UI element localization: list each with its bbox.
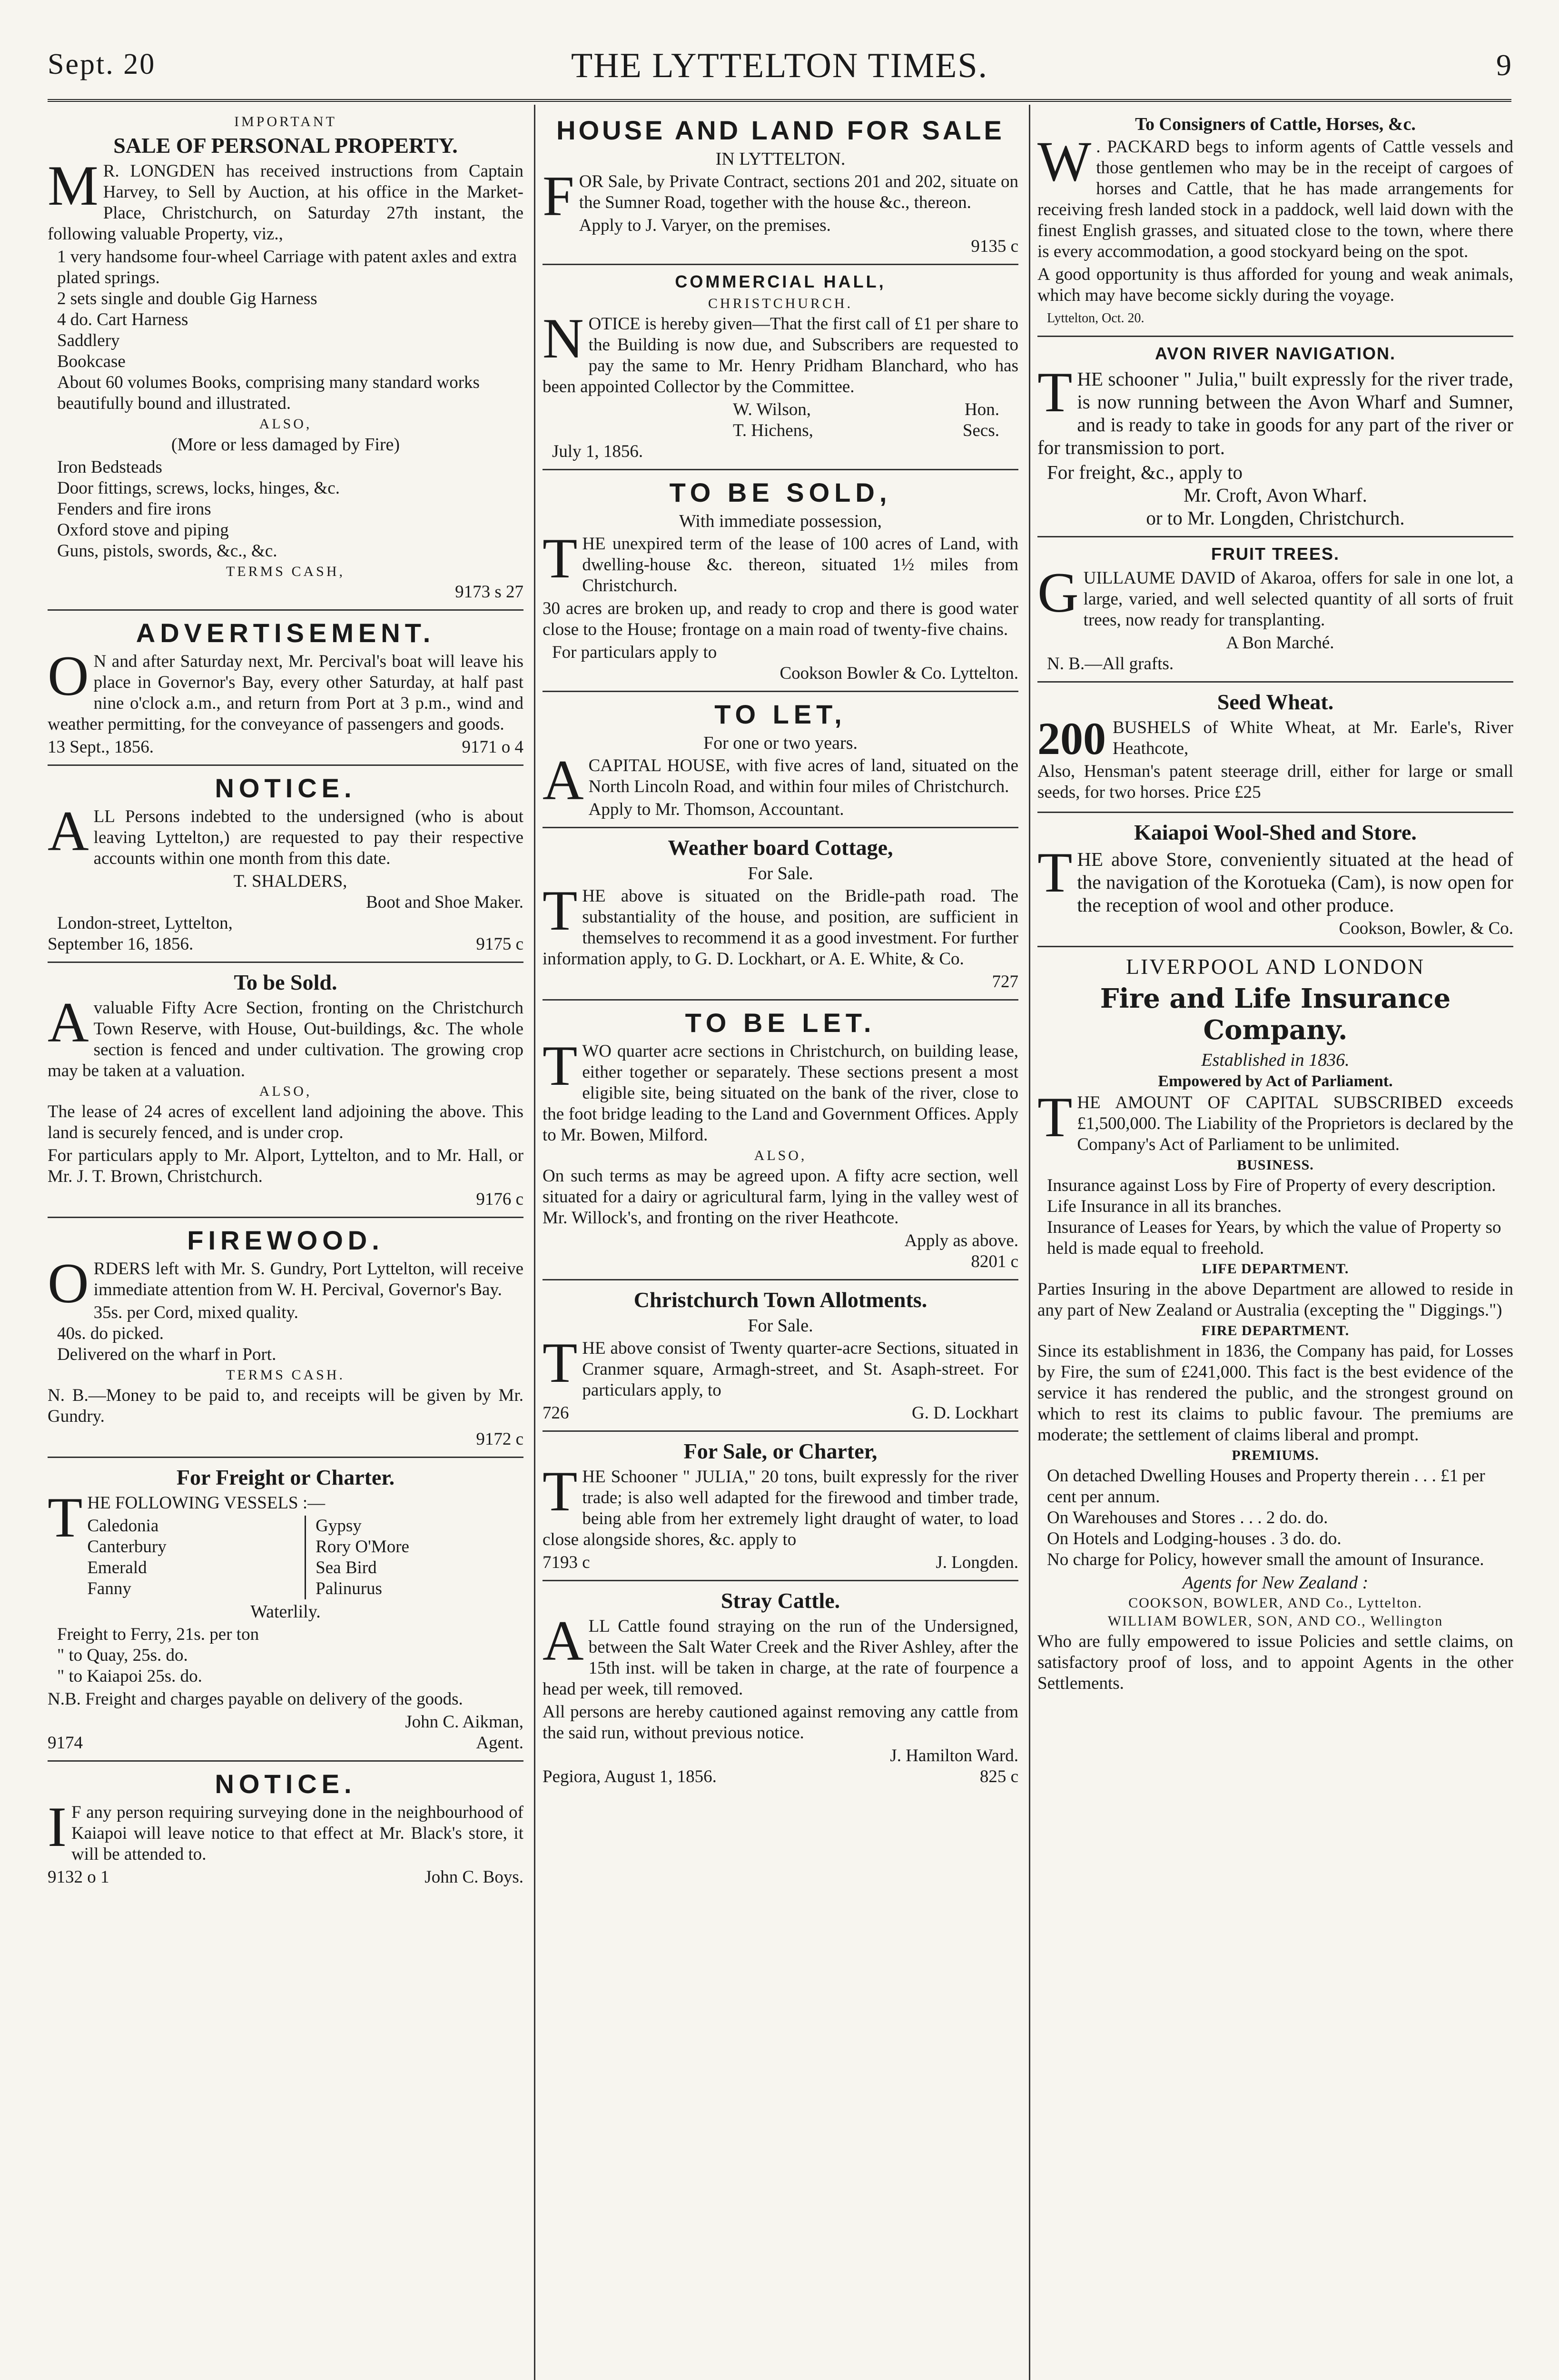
premium-line: On Hotels and Lodging-houses . 3 do. do. (1047, 1529, 1342, 1548)
list-item: Door fittings, screws, locks, hinges, &c. (57, 478, 340, 498)
ad-title: TO BE SOLD, (669, 477, 892, 507)
signature: Cookson, Bowler, & Co. (1339, 919, 1513, 938)
ad-seed-wheat (1037, 689, 1513, 813)
vessel-name: Emerald (87, 1558, 147, 1577)
ad-stray-cattle (543, 1588, 1018, 1794)
drop-cap: M (48, 154, 99, 217)
ad-body: THE AMOUNT OF CAPITAL SUBSCRIBED exceeds £1,500,000. The Liability of the Proprietors is declared by the Company's Act of Parliament to be unlimited. (1037, 1085, 1513, 1154)
signature: J. Hamilton Ward. (890, 1746, 1018, 1765)
ad-title: Kaiapoi Wool-Shed and Store. (1134, 820, 1417, 844)
drop-cap: N (543, 307, 584, 370)
vessel-name: Sea Bird (316, 1558, 377, 1577)
signature: A Bon Marché. (1226, 633, 1334, 653)
ad-ref: 727 (992, 972, 1018, 992)
ad-title: For Freight or Charter. (176, 1465, 395, 1489)
ad-body: THE schooner " Julia," built expressly for the river trade, is now running between the Avon Wharf and Sumner, and is ready to take in goods for any part of the river or for transmission to port. (1037, 360, 1513, 458)
ad-firewood (48, 1225, 523, 1458)
section-heading: LIFE DEPARTMENT. (1202, 1261, 1349, 1277)
ad-title: Seed Wheat. (1217, 690, 1334, 714)
ad-title: TO BE LET. (685, 1008, 876, 1038)
list-item: 4 do. Cart Harness (57, 310, 188, 329)
ad-body: Since its establishment in 1836, the Company has paid, for Losses by Fire, the sum of £241,000. This fact is the best evidence of the service it has rendered the public, and the strongest ground on which to rest its claims to public favour. The premiums are moderate; the settlement of claims liberal and prompt. (1037, 1341, 1513, 1445)
rate-line: " to Quay, 25s. do. (57, 1646, 188, 1665)
ad-note: N. B.—All grafts. (1047, 654, 1174, 674)
column-1 (48, 112, 523, 2380)
agent: WILLIAM BOWLER, SON, AND CO., Wellington (1107, 1613, 1443, 1629)
drop-cap: F (543, 164, 574, 228)
ad-packard-cattle (1037, 114, 1513, 337)
ad-body: A good opportunity is thus afforded for young and weak animals, which may have become sickly during the voyage. (1037, 265, 1513, 305)
ad-title: For Sale, or Charter, (683, 1439, 878, 1463)
ad-body: THE above is situated on the Bridle-path road. The substantiality of the house, and position, are sufficient in themselves to recommend it as a good investment. For further information apply, to G. D. Lockhart, or A. E. White, & Co. (543, 879, 1018, 969)
apply-line: For particulars apply to (552, 643, 717, 662)
ad-body: N. B.—Money to be paid to, and receipts will be given by Mr. Gundry. (48, 1386, 523, 1426)
drop-cap: I (48, 1795, 67, 1858)
drop-cap: T (48, 1486, 83, 1549)
ad-footer: Pegiora, August 1, 1856. 825 c (543, 1767, 1018, 1786)
vessel-name: Canterbury (87, 1537, 167, 1557)
ad-body: ALL Persons indebted to the undersigned (who is about leaving Lyttelton,) are requested to pay their respective accounts within one month from this date. (48, 799, 523, 868)
ad-subtitle: For one or two years. (703, 733, 858, 753)
page-header (48, 48, 1511, 90)
apply-line: Apply to J. Varyer, on the premises. (579, 216, 831, 235)
list-item: Saddlery (57, 331, 120, 350)
list-item: Oxford stove and piping (57, 520, 229, 540)
masthead: THE LYTTELTON TIMES. (571, 46, 988, 85)
drop-cap: T (543, 1034, 578, 1097)
ad-body: THE Schooner " JULIA," 20 tons, built expressly for the river trade; is also well adapted for the firewood and timber trade, being able from her extremely light draught of water, to load close alongside shores, &c. apply to (543, 1459, 1018, 1549)
agent: Cookson Bowler & Co. Lyttelton. (780, 664, 1018, 683)
drop-cap: A (543, 748, 584, 812)
ad-subtitle: IN LYTTELTON. (715, 149, 846, 169)
ad-title: HOUSE AND LAND FOR SALE (556, 115, 1005, 145)
vessel-list (87, 1516, 523, 1599)
ad-title: AVON RIVER NAVIGATION. (1154, 344, 1396, 363)
drop-cap: O (48, 1251, 89, 1315)
ad-title: LIVERPOOL AND LONDON (1125, 954, 1425, 979)
drop-cap: G (1037, 561, 1079, 624)
ad-ref: 9135 c (971, 237, 1018, 256)
ad-body: All persons are hereby cautioned against removing any cattle from the said run, without previous notice. (543, 1702, 1018, 1743)
list-item: Guns, pistols, swords, &c., &c. (57, 541, 277, 561)
apply-line: For freight, &c., apply to (1047, 461, 1243, 483)
ad-body: NOTICE is hereby given—That the first call of £1 per share to the Building is now due, and Subscribers are requested to pay the same to Mr. Henry Pridham Blanchard, who has been appointed Collector by the Committee. (543, 307, 1018, 397)
ad-title: SALE OF PERSONAL PROPERTY. (113, 133, 458, 158)
drop-cap: T (1037, 841, 1073, 904)
ad-footer: 13 Sept., 1856. 9171 o 4 (48, 737, 523, 757)
ad-kicker: To Consigners of Cattle, Horses, &c. (1135, 114, 1416, 134)
ad-body: THE unexpired term of the lease of 100 acres of Land, with dwelling-house &c. thereon, situated 1½ miles from Christchurch. (543, 526, 1018, 595)
vessel-name: Gypsy (316, 1516, 362, 1536)
ad-body: THE above consist of Twenty quarter-acre Sections, situated in Cranmer square, Armagh-street, and St. Asaph-street. For particulars apply, to (543, 1331, 1018, 1400)
ad-body: GUILLAUME DAVID of Akaroa, offers for sale in one lot, a large, varied, and well selected quantity of all sorts of fruit trees, now ready for transplanting. (1037, 561, 1513, 630)
established: Established in 1836. (1201, 1050, 1350, 1070)
price-line: 40s. do picked. (57, 1324, 164, 1343)
drop-cap: T (1037, 1085, 1073, 1149)
vessel-name: Rory O'More (316, 1537, 409, 1557)
ad-weatherboard-cottage (543, 835, 1018, 1001)
ad-title: NOTICE. (215, 1769, 356, 1799)
ad-ref: 9176 c (476, 1190, 523, 1209)
premium-line: On Warehouses and Stores . . . 2 do. do. (1047, 1508, 1328, 1527)
ad-subtitle: For Sale. (748, 1316, 813, 1336)
list-item: Insurance of Leases for Years, by which the value of Property so held is made equal to freehold. (1047, 1218, 1501, 1258)
list-item: 1 very handsome four-wheel Carriage with patent axles and extra plated springs. (57, 247, 517, 288)
ad-kaiapoi-store (1037, 820, 1513, 947)
signature: John C. Aikman, (405, 1712, 523, 1732)
ad-title: Christchurch Town Allotments. (633, 1288, 928, 1312)
ad-date: July 1, 1856. (552, 442, 643, 461)
also-label: ALSO, (754, 1148, 807, 1163)
column-divider (1029, 105, 1030, 2380)
drop-cap: T (543, 1459, 578, 1523)
terms-label: TERMS CASH. (226, 1367, 345, 1383)
drop-cap: A (48, 991, 89, 1054)
ad-footer: 7193 c J. Longden. (543, 1553, 1018, 1572)
rate-line: " to Kaiapoi 25s. do. (57, 1666, 202, 1686)
ad-ref: 8201 c (971, 1252, 1018, 1271)
ad-body: I F any person requiring surveying done in the neighbourhood of Kaiapoi will leave notice to that effect at Mr. Black's store, it will be attended to. (48, 1795, 523, 1864)
ad-body: M R. LONGDEN has received instructions from Captain Harvey, to Sell by Auction, at his office in the Market-Place, Christchurch, on Saturday 27th instant, the following valuable Property, viz., (48, 154, 523, 244)
ad-title: ADVERTISEMENT. (136, 618, 435, 648)
vessel-name: Waterlily. (250, 1602, 321, 1622)
ad-title: FRUIT TREES. (1211, 544, 1340, 564)
ad-to-be-sold-section (48, 970, 523, 1218)
ad-advertisement-boat (48, 617, 523, 766)
ad-body: N.B. Freight and charges payable on delivery of the goods. (48, 1689, 463, 1709)
ad-title: Weather board Cottage, (668, 835, 893, 860)
ad-body: ACAPITAL HOUSE, with five acres of land, situated on the North Lincoln Road, and within four miles of Christchurch. (543, 748, 1018, 812)
ad-body: FOR Sale, by Private Contract, sections 201 and 202, situate on the Sumner Road, together with the house &c., thereon. (543, 164, 1018, 228)
ad-body: THE above Store, conveniently situated at the head of the navigation of the Korotueka (Cam), is now open for the reception of wool and other produce. (1037, 841, 1513, 916)
terms-label: TERMS CASH, (226, 564, 345, 579)
ad-body: ALL Cattle found straying on the run of the Undersigned, between the Salt Water Creek and the River Ashley, after the 15th inst. will be taken in charge, at the rate of fourpence a head per week, till removed. (543, 1609, 1018, 1699)
list-item: About 60 volumes Books, comprising many standard works beautifully bound and illustrated. (57, 373, 480, 413)
ad-body: Avaluable Fifty Acre Section, fronting on the Christchurch Town Reserve, with House, Out-buildings, &c. The whole section is fenced and under cultivation. The growing crop may be taken at a valuation. (48, 991, 523, 1081)
trade: Boot and Shoe Maker. (366, 892, 523, 912)
ad-footer: September 16, 1856. 9175 c (48, 934, 523, 954)
drop-cap: T (543, 1331, 578, 1394)
ad-body: THE FOLLOWING VESSELS :— (48, 1486, 326, 1549)
place: London-street, Lyttelton, (57, 913, 233, 933)
premium-line: On detached Dwelling Houses and Property therein . . . £1 per cent per annum. (1047, 1466, 1485, 1507)
ad-footer: 9132 o 1 John C. Boys. (48, 1867, 523, 1887)
ad-subtitle: For Sale. (748, 863, 813, 883)
drop-cap: A (543, 1609, 584, 1672)
list-item: 2 sets single and double Gig Harness (57, 289, 317, 308)
ad-body: For particulars apply to Mr. Alport, Lyttelton, and to Mr. Hall, or Mr. J. T. Brown, Christchurch. (48, 1146, 523, 1186)
ad-footer: 726 G. D. Lockhart (543, 1403, 1018, 1423)
drop-cap: T (1037, 360, 1073, 424)
apply-line: Apply to Mr. Thomson, Accountant. (588, 800, 844, 819)
ad-ref: 9172 c (476, 1429, 523, 1449)
price-line: 35s. per Cord, mixed quality. (93, 1303, 298, 1322)
ad-title: COMMERCIAL HALL, (675, 272, 886, 291)
column-2 (543, 112, 1018, 2380)
drop-cap: T (543, 879, 578, 942)
ad-town-allotments (543, 1287, 1018, 1432)
also-label: ALSO, (259, 1083, 312, 1099)
ad-body: Also, Hensman's patent steerage drill, either for large or small seeds, for two horses. Price £25 (1037, 762, 1513, 802)
ad-body: Who are fully empowered to issue Policies and settle claims, on satisfactory proof of loss, and to appoint Agents in the other Settlements. (1037, 1632, 1513, 1693)
ad-to-let-house (543, 699, 1018, 828)
ad-to-be-let-sections (543, 1007, 1018, 1280)
list-item: Life Insurance in all its branches. (1047, 1197, 1282, 1216)
ad-title: NOTICE. (215, 773, 356, 803)
apply-line: Mr. Croft, Avon Wharf. (1184, 484, 1367, 506)
column-3 (1037, 112, 1513, 2380)
drop-cap: W (1037, 129, 1092, 193)
signatures: T. Hichens, Secs. (733, 421, 999, 440)
ad-schooner-charter (543, 1438, 1018, 1581)
also-label: ALSO, (259, 416, 312, 432)
list-item: Insurance against Loss by Fire of Property of every description. (1047, 1176, 1496, 1195)
ad-body: W . PACKARD begs to inform agents of Cattle vessels and those gentlemen who may be in the receipt of cargoes of horses and Cattle, that he has made arrangements for receiving fresh landed stock in a paddock, well laid down with the finest English grasses, and situated close to the town, where there is every accommodation, a good stockyard being on the spot. (1037, 129, 1513, 261)
ad-title: FIREWOOD. (187, 1225, 384, 1255)
section-heading: BUSINESS. (1237, 1157, 1314, 1173)
ad-body: ORDERS left with Mr. S. Gundry, Port Lyttelton, will receive immediate attention from W. H. Percival, Governor's Bay. (48, 1251, 523, 1315)
ad-body: Parties Insuring in the above Department are allowed to reside in any part of New Zealand or Australia (excepting the " Diggings.") (1037, 1279, 1513, 1320)
ad-insurance-company (1037, 954, 1513, 1703)
vessel-name: Fanny (87, 1579, 131, 1598)
ad-body: The lease of 24 acres of excellent land adjoining the above. This land is securely fenced, and is under crop. (48, 1102, 523, 1142)
ad-freight-charter (48, 1465, 523, 1762)
empowered: Empowered by Act of Parliament. (1158, 1072, 1393, 1090)
drop-cap: O (48, 644, 89, 707)
list-item: Fenders and fire irons (57, 499, 211, 519)
ad-title: TO LET, (714, 699, 847, 729)
ad-title: Stray Cattle. (720, 1588, 840, 1613)
ad-fruit-trees (1037, 544, 1513, 683)
ad-footer: 9174 Agent. (48, 1733, 523, 1753)
ad-notice-surveying (48, 1768, 523, 1894)
signatures: W. Wilson, Hon. (733, 400, 999, 419)
ad-kicker: IMPORTANT (234, 114, 337, 129)
ad-commercial-hall (543, 272, 1018, 470)
ad-body: O N and after Saturday next, Mr. Percival's boat will leave his place in Governor's Bay, every other Saturday, at half past nine o'clock a.m., and return from Port at 3 p.m., wind and weather permitting, for the conveyance of passengers and goods. (48, 644, 523, 734)
vessel-name: Caledonia (87, 1516, 159, 1536)
ad-body: 30 acres are broken up, and ready to crop and there is good water close to the House; frontage on a main road of twenty-five chains. (543, 599, 1018, 639)
ad-avon-river (1037, 344, 1513, 537)
vessel-name: Palinurus (316, 1579, 382, 1598)
list-item: Bookcase (57, 352, 126, 371)
ad-notice-shalders (48, 773, 523, 963)
ad-body: On such terms as may be agreed upon. A fifty acre section, well situated for a dairy or agricultural farm, lying in the valley west of Mr. Willock's, and fronting on the river Heathcote. (543, 1166, 1018, 1228)
drop-cap: T (543, 526, 578, 590)
place: Lyttelton, Oct. 20. (1047, 311, 1145, 326)
column-divider (534, 105, 535, 2380)
agents-heading: Agents for New Zealand : (1182, 1573, 1369, 1593)
ad-sale-personal-property (48, 114, 523, 611)
apply-line: Apply as above. (904, 1231, 1018, 1250)
ad-body: TWO quarter acre sections in Christchurch, on building lease, either together or separately. These sections present a most eligible site, being situated on the bank of the river, close to the foot bridge leading to the Land and Government Offices. Apply to Mr. Bowen, Milford. (543, 1034, 1018, 1145)
ad-note: No charge for Policy, however small the amount of Insurance. (1047, 1550, 1484, 1569)
drop-cap: A (48, 799, 89, 863)
agent: COOKSON, BOWLER, AND Co., Lyttelton. (1128, 1595, 1422, 1611)
apply-line: or to Mr. Longden, Christchurch. (1146, 507, 1405, 529)
ad-body: 200 BUSHELS of White Wheat, at Mr. Earle's, River Heathcote, (1037, 713, 1513, 764)
header-rule (48, 99, 1511, 102)
ad-to-be-sold-lease (543, 477, 1018, 692)
rate-line: Freight to Ferry, 21s. per ton (57, 1625, 259, 1644)
page-number: 9 (1496, 48, 1511, 82)
ad-note: (More or less damaged by Fire) (171, 435, 400, 455)
list-item: Iron Bedsteads (57, 457, 162, 477)
section-heading: PREMIUMS. (1232, 1448, 1319, 1463)
delivery-line: Delivered on the wharf in Port. (57, 1345, 276, 1364)
signature: T. SHALDERS, (233, 872, 347, 891)
ad-ref: 9173 s 27 (455, 582, 523, 602)
section-heading: FIRE DEPARTMENT. (1201, 1323, 1350, 1339)
bushel-count: 200 (1037, 713, 1106, 764)
ad-subtitle: With immediate possession, (679, 511, 882, 531)
ad-title: To be Sold. (234, 970, 337, 994)
ad-house-land (543, 115, 1018, 265)
company-name: Fire and Life Insurance Company. (1100, 983, 1451, 1046)
header-date: Sept. 20 (48, 48, 156, 80)
ad-subtitle: CHRISTCHURCH. (708, 296, 853, 311)
